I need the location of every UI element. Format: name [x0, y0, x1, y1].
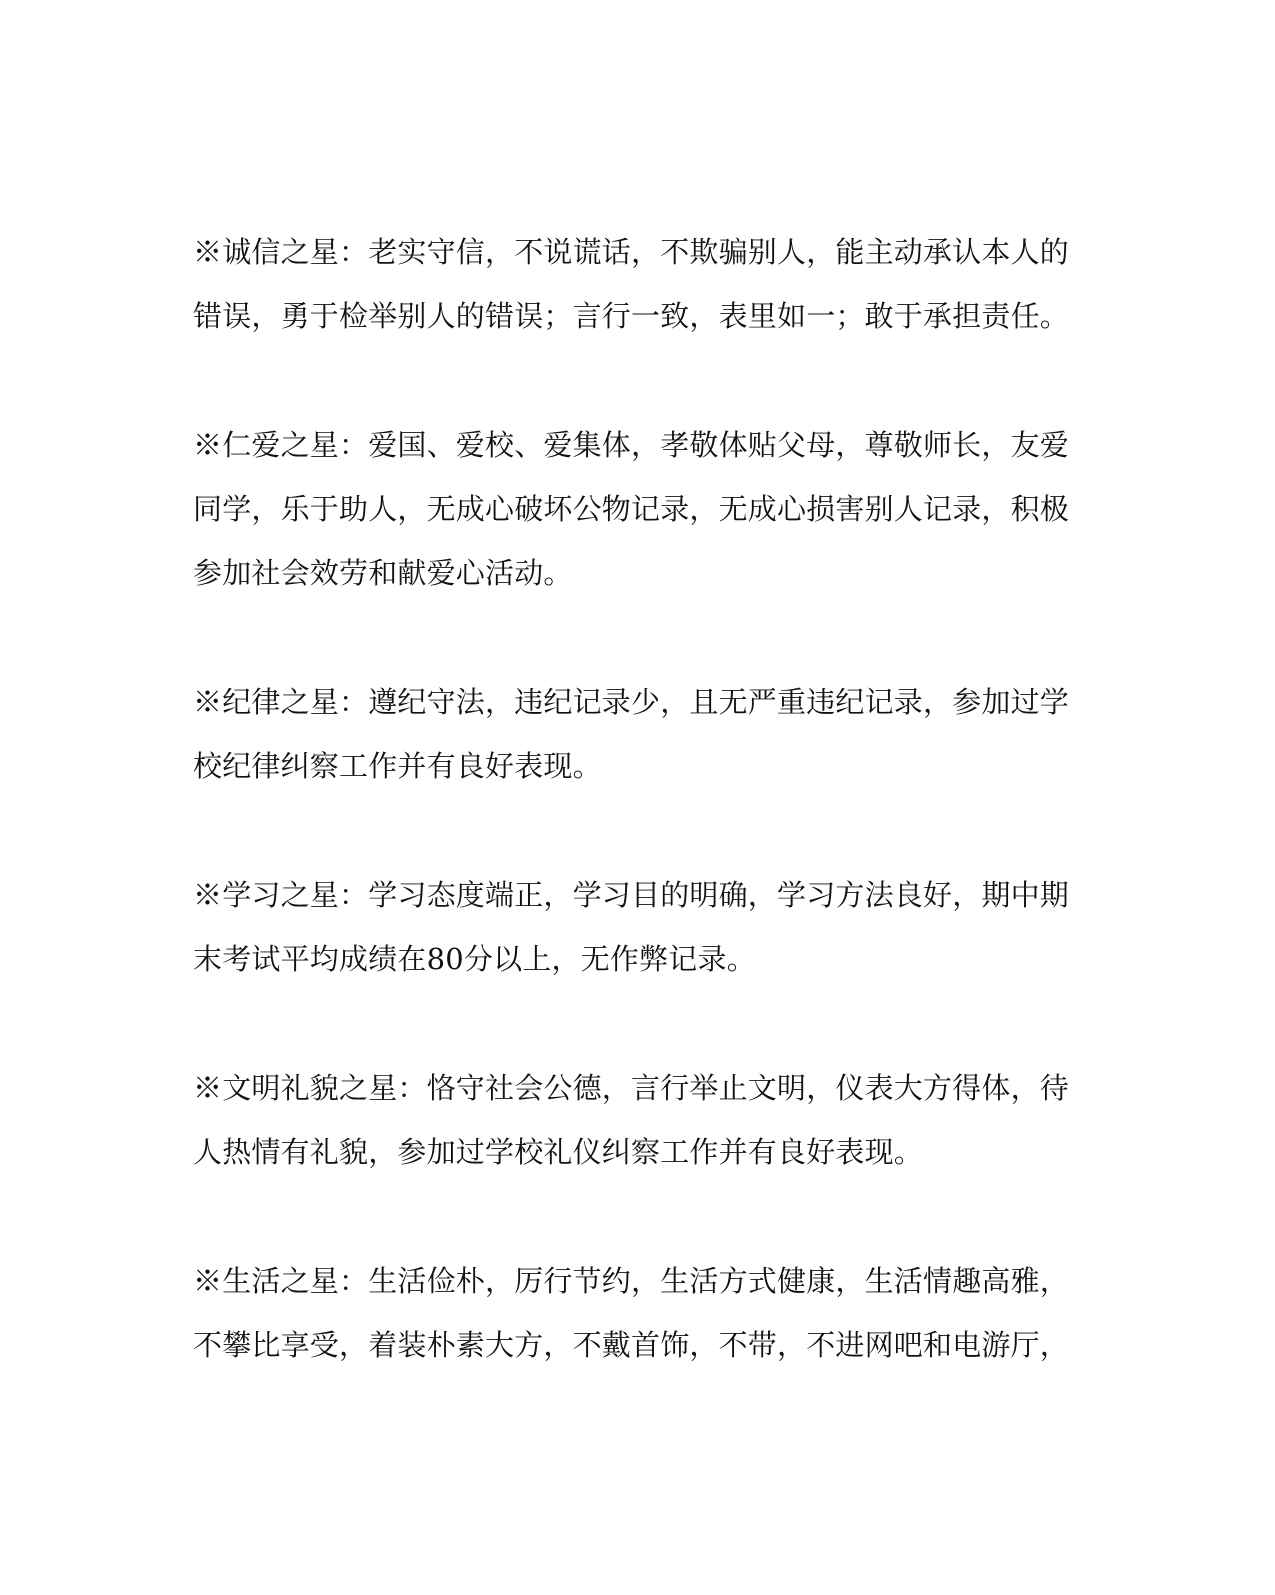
text-line: ※文明礼貌之星：恪守社会公德，言行举止文明，仪表大方得体，待	[193, 1071, 1070, 1105]
document-body	[193, 220, 1073, 1442]
text-line: 人热情有礼貌，参加过学校礼仪纠察工作并有良好表现。	[193, 1135, 924, 1169]
paragraph-kindness-star	[193, 413, 1073, 605]
paragraph-discipline-star	[193, 670, 1073, 798]
text-line: 校纪律纠察工作并有良好表现。	[193, 749, 602, 783]
text-line: ※纪律之星：遵纪守法，违纪记录少，且无严重违纪记录，参加过学	[193, 685, 1070, 719]
text-line: 错误，勇于检举别人的错误；言行一致，表里如一；敢于承担责任。	[193, 299, 1070, 333]
paragraph-life-star	[193, 1249, 1073, 1377]
text-line: ※学习之星：学习态度端正，学习目的明确，学习方法良好，期中期	[193, 878, 1070, 912]
text-line: 不攀比享受，着装朴素大方，不戴首饰，不带，不进网吧和电游厅，	[193, 1328, 1070, 1362]
text-line: 同学，乐于助人，无成心破坏公物记录，无成心损害别人记录，积极	[193, 492, 1070, 526]
text-line: ※诚信之星：老实守信，不说谎话，不欺骗别人，能主动承认本人的	[193, 235, 1070, 269]
text-line: 末考试平均成绩在80分以上，无作弊记录。	[193, 942, 756, 976]
paragraph-study-star	[193, 863, 1073, 991]
text-line: ※生活之星：生活俭朴，厉行节约，生活方式健康，生活情趣高雅，	[193, 1264, 1070, 1298]
text-line: ※仁爱之星：爱国、爱校、爱集体，孝敬体贴父母，尊敬师长，友爱	[193, 428, 1070, 462]
paragraph-civility-star	[193, 1056, 1073, 1184]
text-line: 参加社会效劳和献爱心活动。	[193, 556, 573, 590]
paragraph-integrity-star	[193, 220, 1073, 348]
